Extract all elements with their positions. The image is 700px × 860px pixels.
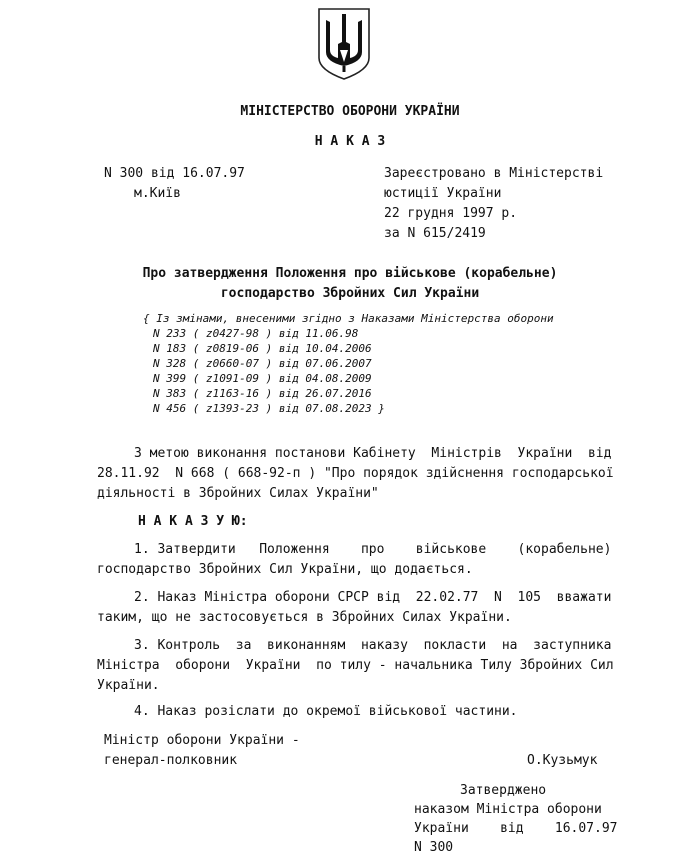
approved-line: N 300 (414, 840, 454, 855)
amendments-list (153, 326, 385, 416)
coat-of-arms-emblem (316, 6, 372, 82)
amendment-date: від 11.06.98 (278, 327, 359, 340)
amendment-item: N 383 ( z1163-16 ) від 26.07.2016 (153, 387, 372, 400)
amendment-date: від 07.06.2007 (278, 357, 372, 370)
amendment-number: N 399 (153, 372, 187, 385)
amendment-date: від 10.04.2006 (278, 342, 372, 355)
document-title-line: господарство Збройних Сил України (220, 286, 480, 301)
amendment-date: від 26.07.2016 (278, 387, 372, 400)
ministry-heading: МІНІСТЕРСТВО ОБОРОНИ УКРАЇНИ (240, 104, 460, 119)
signature-rank: генерал-полковник (104, 753, 238, 768)
amendment-number: N 183 (153, 342, 187, 355)
amendment-item: N 183 ( z0819-06 ) від 10.04.2006 (153, 342, 372, 355)
point-4-line: 4. Наказ розіслати до окремої військової частини. (134, 704, 518, 719)
order-word: Н А К А З У Ю: (138, 514, 248, 529)
amendment-reference-link[interactable]: z1393-23 (206, 402, 259, 415)
amendment-date: від 04.08.2009 (278, 372, 372, 385)
order-number-date: N 300 від 16.07.97 (104, 166, 245, 181)
amendment-number: N 328 (153, 357, 187, 370)
amendment-reference-link[interactable]: z0819-06 (206, 342, 259, 355)
registration-line: Зареєстровано в Міністерстві (384, 166, 604, 181)
point-3-line: 3. Контроль за виконанням наказу покласти на заступника (134, 638, 612, 653)
amendment-item: N 399 ( z1091-09 ) від 04.08.2009 (153, 372, 372, 385)
approved-line: наказом Міністра оборони (414, 802, 602, 817)
amendment-number: N 233 (153, 327, 187, 340)
signature-name: О.Кузьмук (527, 753, 598, 768)
point-2-line: 2. Наказ Міністра оборони СРСР від 22.02.77 N 105 вважати (134, 590, 612, 605)
approved-line: Затверджено (460, 783, 547, 798)
registration-line: юстиції України (384, 186, 502, 201)
point-3-line: Міністра оборони України по тилу - начальника Тилу Збройних Сил (97, 658, 614, 673)
preamble-line: 28.11.92 N 668 ( 668-92-п ) "Про порядок здійснення господарської (97, 466, 614, 481)
preamble-line: З метою виконання постанови Кабінету Міністрів України від (134, 446, 612, 461)
amendment-reference-link[interactable]: z1163-16 (206, 387, 259, 400)
registration-line: за N 615/2419 (384, 226, 486, 241)
order-city: м.Київ (134, 186, 181, 201)
point-2-line: таким, що не застосовується в Збройних Силах України. (97, 610, 512, 625)
signature-title: Міністр оборони України - (104, 733, 300, 748)
order-heading: Н А К А З (314, 134, 386, 149)
approved-line: України від 16.07.97 (414, 821, 618, 836)
point-1-line: 1. Затвердити Положення про військове (корабельне) (134, 542, 612, 557)
amendment-reference-link[interactable]: z1091-09 (206, 372, 259, 385)
amendment-number: N 383 (153, 387, 187, 400)
point-1-line: господарство Збройних Сил України, що додається. (97, 562, 473, 577)
point-3-line: України. (97, 678, 160, 693)
registration-block (384, 164, 603, 244)
amendment-number: N 456 (153, 402, 187, 415)
amendment-item: N 233 ( z0427-98 ) від 11.06.98 (153, 327, 359, 340)
preamble-line: діяльності в Збройних Силах України" (97, 486, 379, 501)
amendment-item: N 456 ( z1393-23 ) від 07.08.2023 } (153, 402, 385, 415)
registration-line: 22 грудня 1997 р. (384, 206, 518, 221)
amendment-date: від 07.08.2023 } (278, 402, 385, 415)
document-title-line: Про затвердження Положення про військове (корабельне) (142, 266, 558, 281)
amendment-item: N 328 ( z0660-07 ) від 07.06.2007 (153, 357, 372, 370)
amendment-reference-link[interactable]: z0427-98 (206, 327, 259, 340)
amendments-header: { Із змінами, внесеними згідно з Наказами Міністерства оборони (143, 312, 554, 325)
amendment-reference-link[interactable]: z0660-07 (206, 357, 259, 370)
